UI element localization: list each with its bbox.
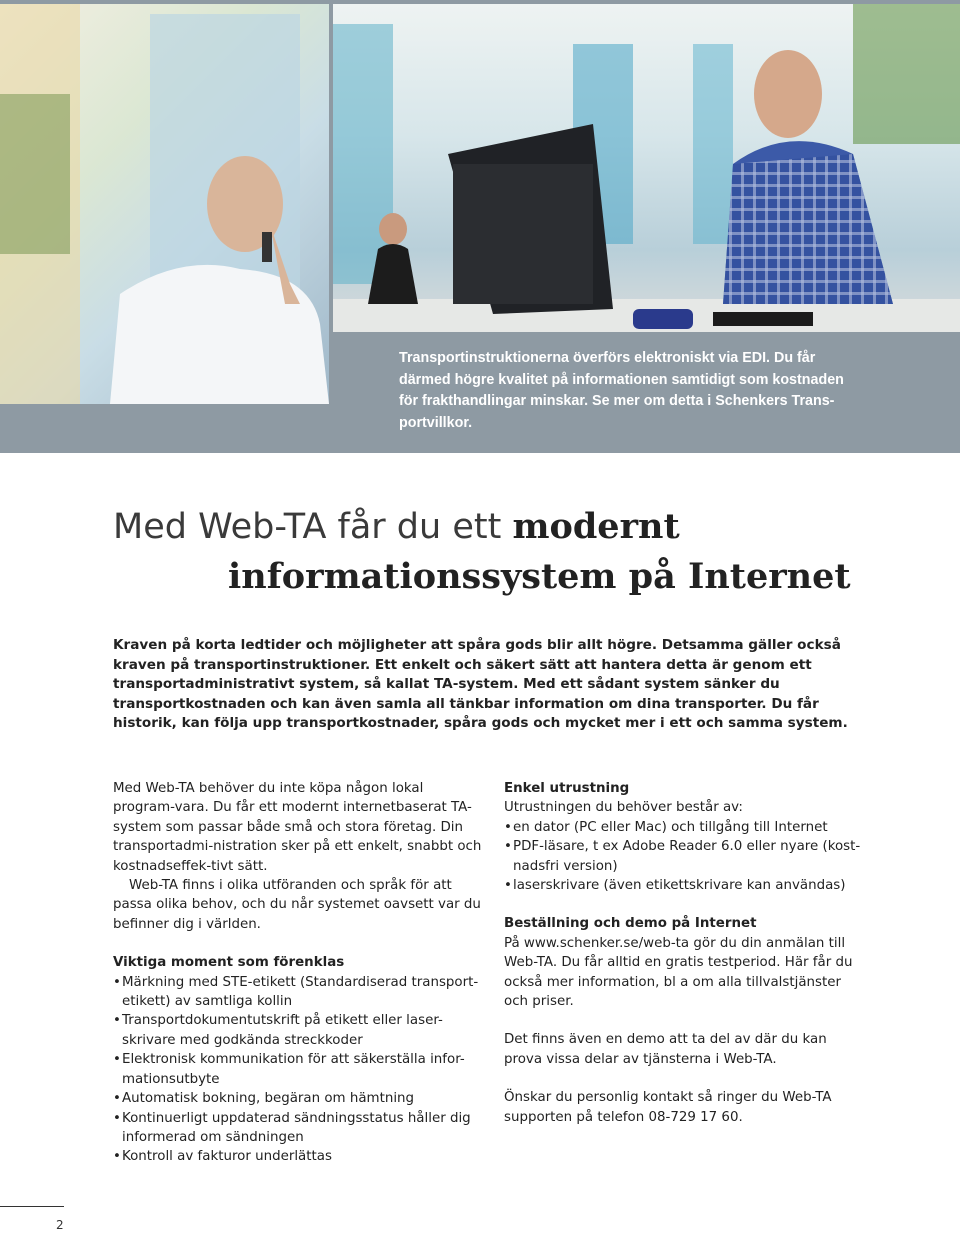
list-item-text: laserskrivare (även etikettskrivare kan användas) [513, 878, 846, 894]
list-item: • Automatisk bokning, begäran om hämtning [113, 1091, 415, 1107]
list-item-text: Kontroll av fakturor underlättas [122, 1149, 332, 1165]
page-headline [113, 502, 893, 602]
list-item: • PDF-läsare, t ex Adobe Reader 6.0 eller nyare (kost-nadsfri version) [504, 839, 861, 874]
right-para-1: På www.schenker.se/web-ta gör du din anmälan till Web-TA. Du får alltid en gratis testperiod. Här får du också mer information, bl a om alla tillvalstjänster och priser. [504, 935, 853, 1010]
photo-illustration-left [0, 4, 329, 404]
right-heading-equipment: Enkel utrustning [504, 781, 630, 796]
footer-rule [0, 1206, 64, 1207]
list-item-text: en dator (PC eller Mac) och tillgång till Internet [513, 819, 828, 835]
right-column [504, 779, 864, 1127]
right-list [504, 818, 864, 896]
list-item: • Kontroll av fakturor underlättas [113, 1149, 332, 1165]
page-number: 2 [56, 1218, 64, 1232]
list-item: • Elektronisk kommunikation för att säkerställa infor-mationsutbyte [113, 1052, 465, 1087]
list-item-text: Transportdokumentutskrift på etikett eller laser-skrivare med godkända streckkoder [122, 1013, 443, 1048]
caption-line: portvillkor. [399, 414, 473, 431]
left-para-1: Med Web-TA behöver du inte köpa någon lokal program-vara. Du får ett modernt internetbaserat TA-system som passar både små och stora företag. Din transportadmi-nistration sker på ett enkelt, snabbt och kostnadseffek-tivt sätt. [113, 781, 482, 874]
headline-light: Med Web-TA får du ett [113, 507, 513, 547]
photo-office-workers [333, 4, 960, 332]
list-item-text: Kontinuerligt uppdaterad sändningsstatus håller dig informerad om sändningen [122, 1110, 471, 1145]
photo-illustration-right [333, 4, 960, 332]
headline-bold-2: informationssystem på Internet [228, 556, 851, 597]
list-item: • Transportdokumentutskrift på etikett eller laser-skrivare med godkända streckkoder [113, 1013, 443, 1048]
photo-caption [399, 348, 899, 434]
caption-line: därmed högre kvalitet på informationen samtidigt som kostnaden [399, 371, 844, 388]
left-column [113, 779, 483, 1167]
caption-line: för frakthandlingar minskar. Se mer om detta i Schenkers Trans- [399, 393, 835, 409]
left-para-2: Web-TA finns i olika utföranden och språk för att passa olika behov, och du når systemet oavsett var du befinner dig i världen. [113, 878, 481, 932]
list-item: • laserskrivare (även etikettskrivare kan användas) [504, 878, 846, 894]
intro-paragraph: Kraven på korta ledtider och möjligheter att spåra gods blir allt högre. Detsamma gäller också kraven på transportinstruktioner. Ett enkelt och säkert sätt att hantera detta är genom ett transportadministrativt system, så kallat TA-system. Med ett sådant system sänker du transportkostnaden och kan även samla all tänkbar information om dina transporter. Du får historik, kan följa upp transportkostnader, spåra gods och mycket mer i ett och samma system. [113, 637, 848, 731]
right-para-2: Det finns även en demo att ta del av där du kan prova vissa delar av tjänsterna i Web-TA. [504, 1032, 827, 1067]
right-heading-order: Beställning och demo på Internet [504, 916, 757, 932]
photo-man-on-phone [0, 4, 329, 404]
list-item-text: Elektronisk kommunikation för att säkerställa infor-mationsutbyte [122, 1052, 465, 1087]
list-item-text: PDF-läsare, t ex Adobe Reader 6.0 eller nyare (kost-nadsfri version) [513, 839, 861, 874]
list-item: • Kontinuerligt uppdaterad sändningsstatus håller dig informerad om sändningen [113, 1110, 471, 1145]
right-lead: Utrustningen du behöver består av: [504, 800, 743, 816]
caption-line: Transportinstruktionerna överförs elektroniskt via EDI. Du får [399, 350, 816, 366]
left-list [113, 973, 483, 1167]
list-item: • en dator (PC eller Mac) och tillgång till Internet [504, 819, 828, 835]
left-heading: Viktiga moment som förenklas [113, 955, 345, 971]
right-para-3: Önskar du personlig kontakt så ringer du Web-TA supporten på telefon 08-729 17 60. [504, 1090, 832, 1125]
list-item: • Märkning med STE-etikett (Standardiserad transport-etikett) av samtliga kollin [113, 974, 479, 1010]
list-item-text: Märkning med STE-etikett (Standardiserad transport-etikett) av samtliga kollin [122, 974, 479, 1010]
headline-bold-1: modernt [512, 506, 680, 547]
list-item-text: Automatisk bokning, begäran om hämtning [122, 1091, 415, 1107]
